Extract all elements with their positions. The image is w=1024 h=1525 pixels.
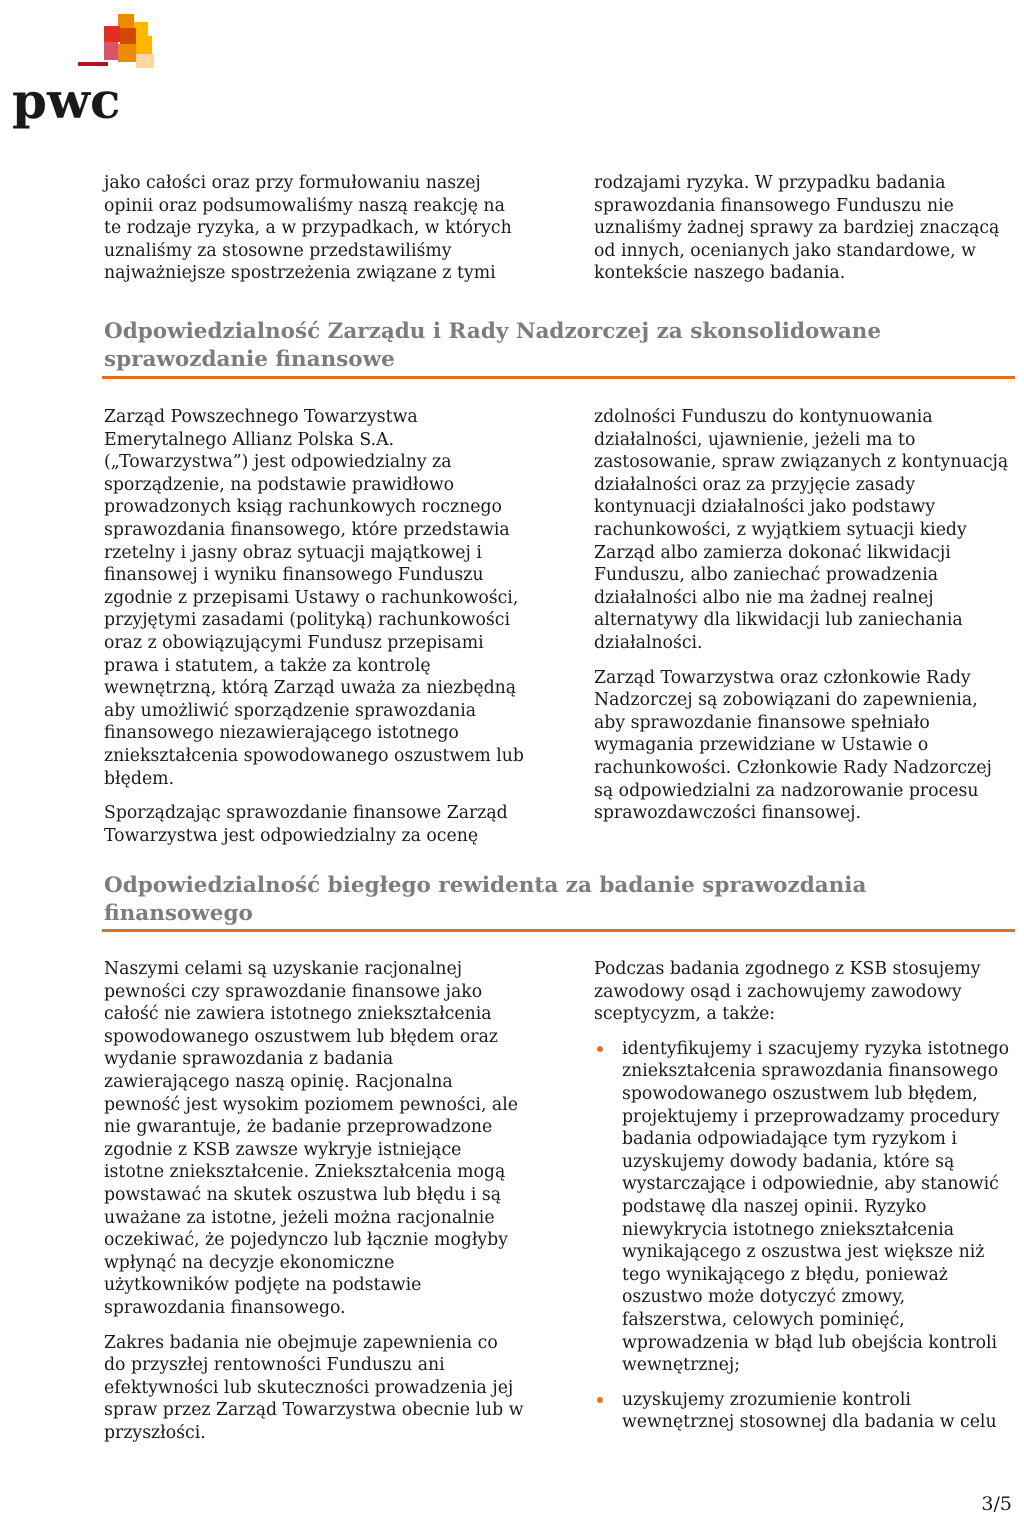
paragraph: Naszymi celami są uzyskanie racjonalnej pewności czy sprawozdanie finansowe jako całość nie zawiera istotnego zniekształcenia spowodowanego oszustwem lub błędem oraz wydanie sprawozdania z badania zawierającego naszą opinię. Racjonalna pewność jest wysokim poziomem pewności, ale nie gwarantuje, że badanie przeprowadzone zgodnie z KSB zawsze wykryje istniejące istotne zniekształcenie. Zniekształcenia mogą powstawać na skutek oszustwa lub błędu i są uważane za istotne, jeżeli można racjonalnie oczekiwać, że pojedynczo lub łącznie mogłyby wpłynąć na decyzje ekonomiczne użytkowników podjęte na podstawie sprawozdania finansowego. — [104, 959, 518, 1318]
logo-block — [134, 22, 148, 36]
logo-block — [136, 54, 154, 68]
section2-right-column — [594, 958, 1014, 1446]
top-right-column — [594, 172, 1014, 297]
paragraph: Zakres badania nie obejmuje zapewnienia co do przyszłej rentowności Funduszu ani efektywności lub skuteczności prowadzenia jej spraw przez Zarząd Towarzystwa obecnie lub w przyszłości. — [104, 1332, 524, 1443]
section1-left-column — [104, 406, 524, 859]
list-item-text: identyfikujemy i szacujemy ryzyka istotnego zniekształcenia sprawozdania finansowego spowodowanego oszustwem lub błędem, projektujemy i przeprowadzamy procedury badania odpowiadające tym ryzykom i uzyskujemy dowody badania, które są wystarczające i odpowiednie, aby stanowić podstawę dla naszej opinii. Ryzyko niewykrycia istotnego zniekształcenia wynikającego z oszustwa jest większe niż tego wynikającego z błędu, ponieważ oszustwo może dotyczyć zmowy, fałszerstwa, celowych pominięć, wprowadzenia w błąd lub obejścia kontroli wewnętrznej; — [622, 1038, 1010, 1376]
section1-right-column — [594, 406, 1014, 837]
logo-block — [118, 44, 136, 62]
pwc-logo — [12, 12, 162, 132]
section-heading: Odpowiedzialność biegłego rewidenta za badanie sprawozdania finansowego — [104, 873, 867, 926]
paragraph: rodzajami ryzyka. W przypadku badania sprawozdania finansowego Funduszu nie uznaliśmy żadnej sprawy za bardziej znaczącą od innych, ocenianych jako standardowe, w kontekście naszego badania. — [594, 173, 1000, 284]
paragraph: Sporządzając sprawozdanie finansowe Zarząd Towarzystwa jest odpowiedzialny za ocenę — [104, 803, 508, 846]
list-item — [594, 1038, 1014, 1377]
paragraph: Zarząd Towarzystwa oraz członkowie Rady Nadzorczej są zobowiązani do zapewnienia, aby sprawozdanie finansowe spełniało wymagania przewidziane w Ustawie o rachunkowości. Członkowie Rady Nadzorczej są odpowiedzialni za nadzorowanie procesu sprawozdawczości finansowej. — [594, 667, 992, 824]
page-number: 3/5 — [981, 1493, 1012, 1515]
logo-text: pwc — [12, 71, 121, 130]
bullet-list — [594, 1038, 1014, 1434]
pwc-logo-graphic — [12, 12, 162, 132]
logo-block — [104, 42, 118, 60]
logo-block — [104, 26, 120, 42]
paragraph: jako całości oraz przy formułowaniu naszej opinii oraz podsumowaliśmy naszą reakcję na te rodzaje ryzyka, a w przypadkach, w których uznaliśmy za stosowne przedstawiliśmy najważniejsze spostrzeżenia związane z tymi — [104, 173, 512, 284]
section-heading: Odpowiedzialność Zarządu i Rady Nadzorczej za skonsolidowane sprawozdanie finansowe — [104, 319, 882, 372]
bullet-icon — [597, 1397, 603, 1403]
paragraph: Zarząd Powszechnego Towarzystwa Emerytalnego Allianz Polska S.A. („Towarzystwa”) jest odpowiedzialny za sporządzenie, na podstawie prawidłowo prowadzonych ksiąg rachunkowych rocznego sprawozdania finansowego, które przedstawia rzetelny i jasny obraz sytuacji majątkowej i finansowej i wyniku finansowego Funduszu zgodnie z przepisami Ustawy o rachunkowości, przyjętymi zasadami (polityką) rachunkowości oraz z obowiązującymi Fundusz przepisami prawa i statutem, a także za kontrolę wewnętrzną, którą Zarząd uważa za niezbędną aby umożliwić sporządzenie sprawozdania finansowego niezawierającego istotnego zniekształcenia spowodowanego oszustwem lub błędem. — [104, 407, 524, 789]
list-item — [594, 1389, 1014, 1434]
logo-underline — [78, 62, 108, 66]
paragraph: zdolności Funduszu do kontynuowania działalności, ujawnienie, jeżeli ma to zastosowanie, spraw związanych z kontynuacją działalności oraz za przyjęcie zasady kontynuacji działalności jako podstawy rachunkowości, z wyjątkiem sytuacji kiedy Zarząd albo zamierza dokonać likwidacji Funduszu, albo zaniechać prowadzenia działalności albo nie ma żadnej realnej alternatywy dla likwidacji lub zaniechania działalności. — [594, 407, 1009, 653]
section-divider — [102, 929, 1015, 932]
list-item-text: uzyskujemy zrozumienie kontroli wewnętrznej stosownej dla badania w celu — [622, 1389, 997, 1433]
logo-block — [118, 14, 134, 28]
logo-block — [120, 28, 136, 44]
top-left-column — [104, 172, 524, 297]
bullet-icon — [597, 1046, 603, 1052]
paragraph: Podczas badania zgodnego z KSB stosujemy zawodowy osąd i zachowujemy zawodowy sceptycyzm, a także: — [594, 959, 981, 1025]
section-divider — [102, 376, 1015, 379]
logo-block — [136, 36, 152, 54]
section2-left-column — [104, 958, 524, 1456]
